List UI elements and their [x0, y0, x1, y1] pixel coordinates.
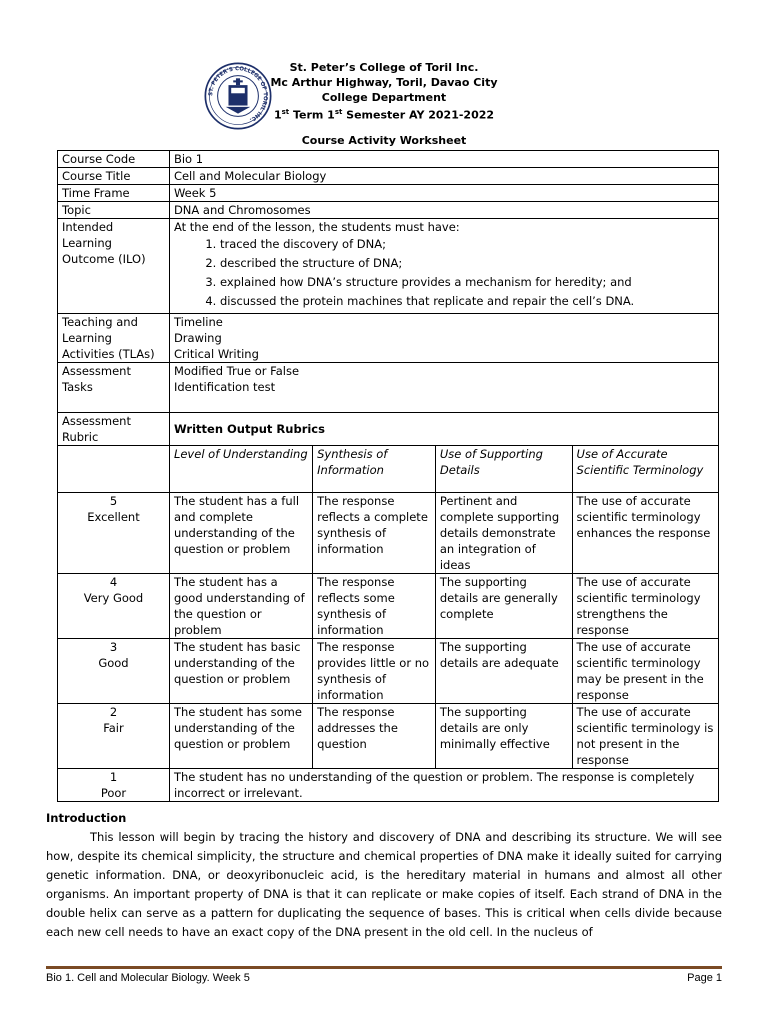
rubric-cell: The use of accurate scientific terminology may be present in the response [572, 639, 718, 704]
list-item: Timeline [173, 315, 223, 329]
college-address: Mc Arthur Highway, Toril, Davao City [270, 76, 498, 89]
rubric-cell: The student has a good understanding of the question or problem [169, 574, 312, 639]
table-row [58, 574, 719, 639]
table-row [58, 493, 719, 574]
introduction-section [46, 809, 722, 942]
tasks-cell [169, 363, 718, 413]
footer-course: Bio 1. Cell and Molecular Biology. Week 5 [46, 972, 250, 984]
tasks-label: Assessment Tasks [58, 363, 170, 413]
rubric-cell: Pertinent and complete supporting details demonstrate an integration of ideas [435, 493, 572, 574]
rubric-cell: The student has no understanding of the question or problem. The response is completely incorrect or irrelevant. [169, 769, 718, 802]
level-score: 2 [109, 705, 118, 719]
level-name: Fair [103, 721, 124, 735]
time-frame-value: Week 5 [169, 185, 718, 202]
rubric-cell: The response reflects some synthesis of information [313, 574, 436, 639]
introduction-heading: Introduction [46, 811, 127, 825]
rubric-cell: The use of accurate scientific terminology enhances the response [572, 493, 718, 574]
topic-value: DNA and Chromosomes [169, 202, 718, 219]
introduction-body: This lesson will begin by tracing the history and discovery of DNA and describing its structure. We will see how, despite its chemical simplicity, the structure and chemical properties of DNA make it ideally suited for carrying genetic information. DNA, or deoxyribonucleic acid, is the hereditary material in humans and almost all other organisms. An important property of DNA is that it can replicate or make copies of itself. Each strand of DNA in the double helix can serve as a pattern for duplicating the sequence of bases. This is critical when cells divide because each new cell needs to have an exact copy of the DNA present in the old cell. In the nucleus of [46, 830, 722, 939]
document-header [0, 60, 768, 123]
svg-text:ST. PETER'S COLLEGE OF TORIL I: ST. PETER'S COLLEGE OF TORIL INC. [208, 66, 268, 123]
rubric-cell: The student has basic understanding of the question or problem [169, 639, 312, 704]
rubric-title: Written Output Rubrics [169, 413, 718, 446]
table-row [58, 314, 719, 363]
ilo-label: Intended Learning Outcome (ILO) [58, 219, 170, 314]
tla-cell [169, 314, 718, 363]
rubric-cell: The use of accurate scientific terminology strengthens the response [572, 574, 718, 639]
department: College Department [321, 91, 447, 104]
list-item: Critical Writing [173, 347, 259, 361]
rubric-cell: The response addresses the question [313, 704, 436, 769]
time-frame-label: Time Frame [58, 185, 170, 202]
table-row [58, 151, 719, 168]
level-score: 4 [109, 575, 118, 589]
rubric-cell: The supporting details are adequate [435, 639, 572, 704]
course-title-value: Cell and Molecular Biology [169, 168, 718, 185]
table-row [58, 704, 719, 769]
term-line: 1st Term 1st Semester AY 2021-2022 [273, 108, 495, 122]
level-score: 5 [109, 494, 118, 508]
level-name: Very Good [83, 591, 144, 605]
rubric-cell: The response reflects a complete synthesis of information [313, 493, 436, 574]
table-row [58, 168, 719, 185]
table-row [58, 219, 719, 314]
tla-label: Teaching and Learning Activities (TLAs) [58, 314, 170, 363]
list-item: 1. traced the discovery of DNA; [220, 235, 714, 254]
course-code-value: Bio 1 [169, 151, 718, 168]
rubric-header-row [58, 446, 719, 493]
rubric-cell: The student has some understanding of the question or problem [169, 704, 312, 769]
rubric-cell: The supporting details are generally complete [435, 574, 572, 639]
ilo-cell [169, 219, 718, 314]
course-code-label: Course Code [58, 151, 170, 168]
list-item: 2. described the structure of DNA; [220, 254, 714, 273]
list-item: 3. explained how DNA’s structure provides a mechanism for heredity; and [220, 273, 714, 292]
level-score: 3 [109, 640, 118, 654]
table-row [58, 202, 719, 219]
worksheet-title: Course Activity Worksheet [301, 134, 467, 147]
table-row [58, 185, 719, 202]
level-cell [58, 769, 170, 802]
level-name: Excellent [87, 510, 140, 524]
level-cell [58, 493, 170, 574]
rubric-header: Use of Accurate Scientific Terminology [572, 446, 718, 493]
table-row [58, 639, 719, 704]
list-item: Drawing [173, 331, 222, 345]
level-cell [58, 639, 170, 704]
table-row [58, 363, 719, 413]
rubric-label: Assessment Rubric [58, 413, 170, 446]
level-name: Poor [100, 786, 127, 800]
topic-label: Topic [58, 202, 170, 219]
rubric-header: Synthesis of Information [313, 446, 436, 493]
ilo-list [174, 235, 714, 311]
ilo-intro: At the end of the lesson, the students must have: [173, 220, 460, 234]
list-item: Identification test [173, 380, 276, 394]
level-score: 1 [109, 770, 118, 784]
rubric-cell: The use of accurate scientific terminology is not present in the response [572, 704, 718, 769]
course-activity-table [57, 150, 719, 802]
table-row [58, 413, 719, 446]
level-cell [58, 704, 170, 769]
level-cell [58, 574, 170, 639]
rubric-cell: The student has a full and complete understanding of the question or problem [169, 493, 312, 574]
list-item: 4. discussed the protein machines that replicate and repair the cell’s DNA. [220, 292, 714, 311]
page-number: Page 1 [687, 972, 722, 984]
course-title-label: Course Title [58, 168, 170, 185]
footer-divider [46, 966, 722, 969]
level-name: Good [98, 656, 129, 670]
rubric-header: Level of Understanding [169, 446, 312, 493]
table-row [58, 769, 719, 802]
empty-cell [58, 446, 170, 493]
list-item: Modified True or False [173, 364, 300, 378]
college-name: St. Peter’s College of Toril Inc. [289, 61, 479, 74]
rubric-cell: The response provides little or no synthesis of information [313, 639, 436, 704]
rubric-cell: The supporting details are only minimally effective [435, 704, 572, 769]
rubric-header: Use of Supporting Details [435, 446, 572, 493]
